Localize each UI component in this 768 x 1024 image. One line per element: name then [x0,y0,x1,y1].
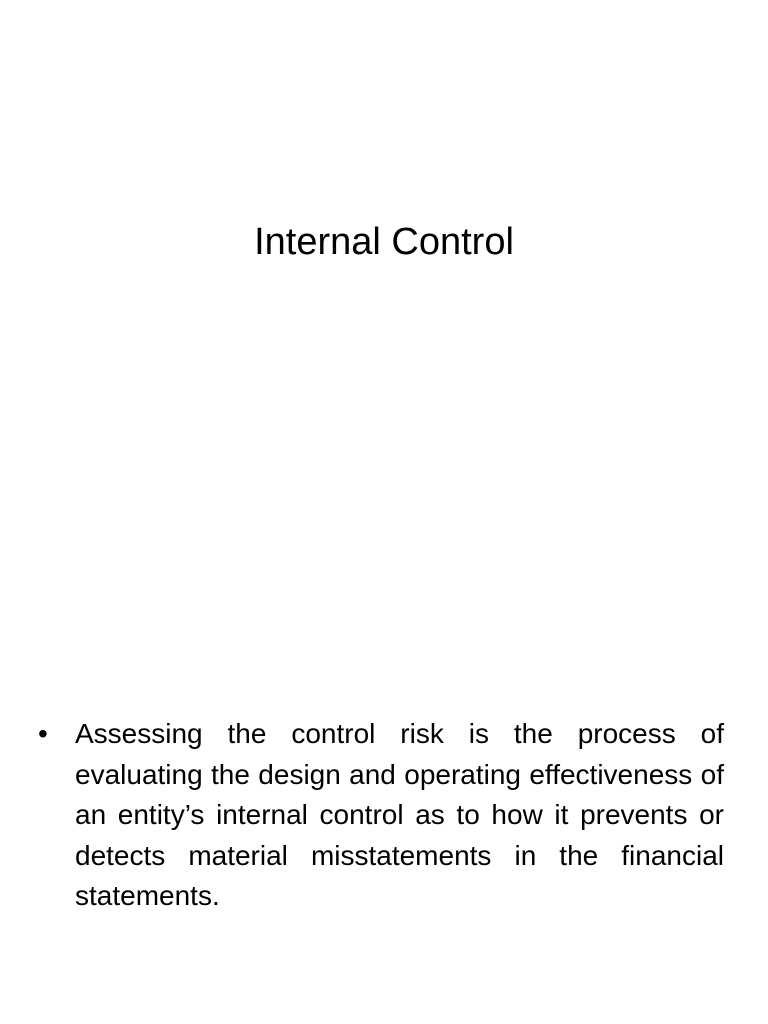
slide-title: Internal Control [254,221,514,263]
bullet-item [38,714,724,917]
bullet-marker: • [38,718,48,749]
bullet-text: Assessing the control risk is the process of evaluating the design and operating effectiveness of an entity’s internal control as to how it prevents or detects material misstatements in the financial statements. [75,718,724,911]
bullet-list [38,714,724,917]
